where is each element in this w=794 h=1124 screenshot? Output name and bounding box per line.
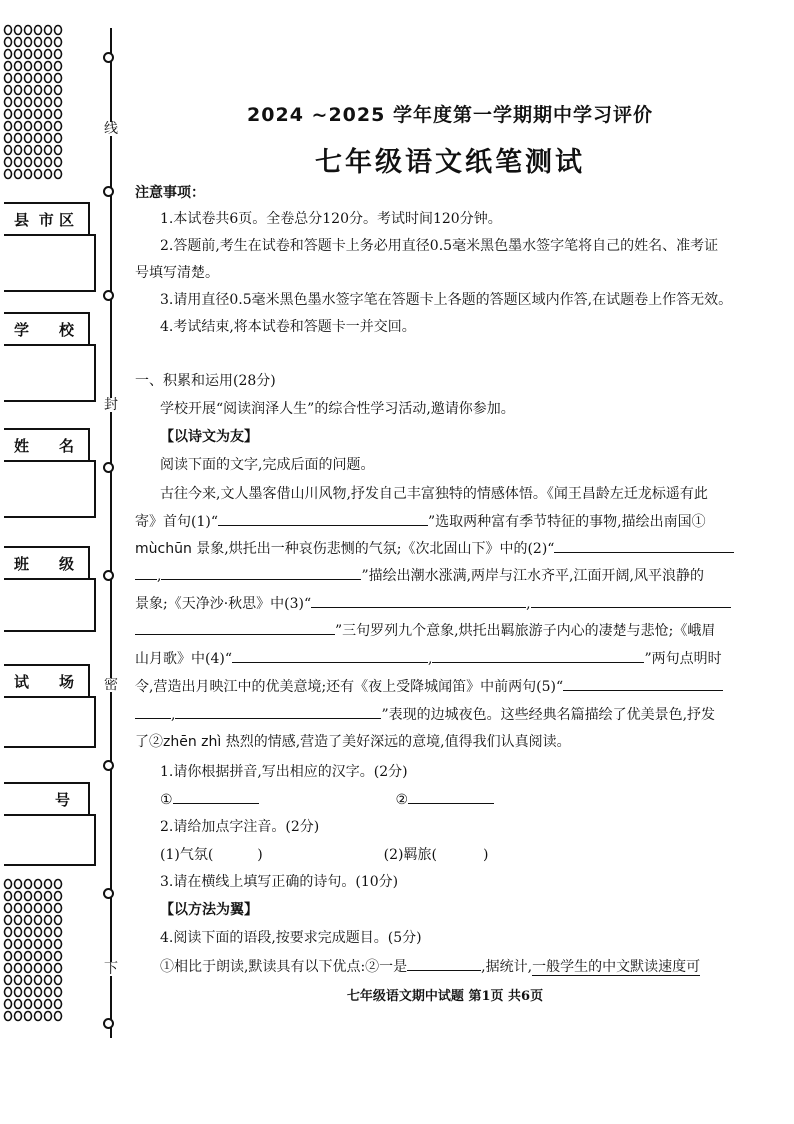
binding-char-mi: 密 [104, 677, 118, 693]
binding-circle [103, 570, 114, 581]
notice-item: 3.请用直径0.5毫米黑色墨水签字笔在答题卡上各题的答题区域内作答,在试题卷上作答无效。 [160, 292, 733, 308]
answer-blank[interactable] [135, 565, 157, 580]
binding-char-feng: 封 [104, 397, 118, 413]
answer-blank[interactable] [531, 593, 731, 608]
binding-dot-pattern-bottom [2, 876, 66, 1036]
passage-line: 了②zhēn zhì 热烈的情感,营造了美好深远的意境,值得我们认真阅读。 [135, 734, 571, 750]
binding-circle [103, 888, 114, 899]
passage-line: 寄》首句(1)“ ”选取两种富有季节特征的事物,描绘出南国① [135, 511, 755, 532]
passage-line: 景象;《天净沙·秋思》中(3)“ , [135, 593, 755, 614]
name-label: 姓 名 [4, 428, 90, 462]
answer-blank[interactable] [554, 538, 734, 553]
answer-blank[interactable] [173, 789, 259, 804]
section-intro: 学校开展“阅读润泽人生”的综合性学习活动,邀请你参加。 [160, 401, 515, 417]
answer-blank[interactable] [135, 620, 335, 635]
answer-blank[interactable] [432, 648, 644, 663]
section-heading: 一、积累和运用(28分) [135, 373, 276, 389]
class-label: 班 级 [4, 546, 90, 580]
passage-line: 山月歌》中(4)“ , ”两句点明时 [135, 648, 755, 669]
exam-room-label: 试 场 [4, 664, 90, 698]
binding-char-xia: 下 [104, 961, 118, 977]
question-4-passage: ①相比于朗读,默读具有以下优点:②一是 ,据统计,一般学生的中文默读速度可 [160, 956, 780, 977]
question-2: 2.请给加点字注音。(2分) [160, 819, 320, 835]
part-instruction: 阅读下面的文字,完成后面的问题。 [160, 457, 375, 473]
answer-blank[interactable] [311, 593, 526, 608]
notice-item: 2.答题前,考生在试卷和答题卡上务必用直径0.5毫米黑色墨水签字笔将自己的姓名、准考证 [160, 238, 719, 254]
school-label: 学 校 [4, 312, 90, 346]
answer-blank[interactable] [175, 704, 381, 719]
exam-year-title: 2024 ~2025 学年度第一学期期中学习评价 [247, 104, 653, 126]
answer-blank[interactable] [407, 956, 481, 971]
passage-line: 古往今来,文人墨客借山川风物,抒发自己丰富独特的情感体悟。《闻王昌龄左迁龙标遥有此 [160, 486, 708, 502]
passage-line: 令,营造出月映江中的优美意境;还有《夜上受降城闻笛》中前两句(5)“ [135, 676, 755, 697]
binding-circle [103, 760, 114, 771]
answer-blank[interactable] [135, 704, 171, 719]
answer-blank[interactable] [563, 676, 723, 691]
county-label: 县 市 区 [4, 202, 90, 236]
question-3: 3.请在横线上填写正确的诗句。(10分) [160, 874, 399, 890]
part-title: 【以方法为翼】 [160, 902, 258, 918]
notice-item: 4.考试结束,将本试卷和答题卡一并交回。 [160, 319, 416, 335]
school-field[interactable] [4, 344, 96, 402]
answer-blank[interactable] [232, 648, 428, 663]
question-1: 1.请你根据拼音,写出相应的汉字。(2分) [160, 764, 408, 780]
question-4: 4.阅读下面的语段,按要求完成题目。(5分) [160, 930, 422, 946]
name-field[interactable] [4, 460, 96, 518]
question-2-answers: (1)气氛( ) (2)羁旅( ) [160, 847, 489, 863]
part-title: 【以诗文为友】 [160, 429, 258, 445]
passage-line: ”三句罗列九个意象,烘托出羁旅游子内心的凄楚与悲怆;《峨眉 [135, 620, 755, 641]
binding-dot-pattern-top [2, 22, 66, 188]
binding-circle [103, 462, 114, 473]
binding-circle [103, 1018, 114, 1029]
exam-main-title: 七年级语文纸笔测试 [315, 147, 585, 178]
seat-number-label: 号 [4, 782, 90, 816]
binding-line [110, 28, 112, 1038]
binding-circle [103, 52, 114, 63]
passage-line: , ”描绘出潮水涨满,两岸与江水齐平,江面开阔,风平浪静的 [135, 565, 755, 586]
notice-item: 号填写清楚。 [135, 265, 219, 281]
county-field[interactable] [4, 234, 96, 292]
class-field[interactable] [4, 578, 96, 632]
exam-room-field[interactable] [4, 696, 96, 748]
binding-circle [103, 186, 114, 197]
passage-line: mùchūn 景象,烘托出一种哀伤悲恻的气氛;《次北固山下》中的(2)“ [135, 538, 755, 559]
binding-char-xian: 线 [104, 121, 118, 137]
question-1-answers: ① ② [160, 789, 780, 810]
seat-number-field[interactable] [4, 814, 96, 866]
binding-circle [103, 290, 114, 301]
passage-line: , ”表现的边城夜色。这些经典名篇描绘了优美景色,抒发 [135, 704, 755, 725]
answer-blank[interactable] [218, 511, 428, 526]
answer-blank[interactable] [161, 565, 361, 580]
notice-item: 1.本试卷共6页。全卷总分120分。考试时间120分钟。 [160, 211, 502, 227]
page-footer: 七年级语文期中试题 第1页 共6页 [346, 989, 544, 1004]
notice-heading: 注意事项： [135, 185, 205, 201]
answer-blank[interactable] [408, 789, 494, 804]
